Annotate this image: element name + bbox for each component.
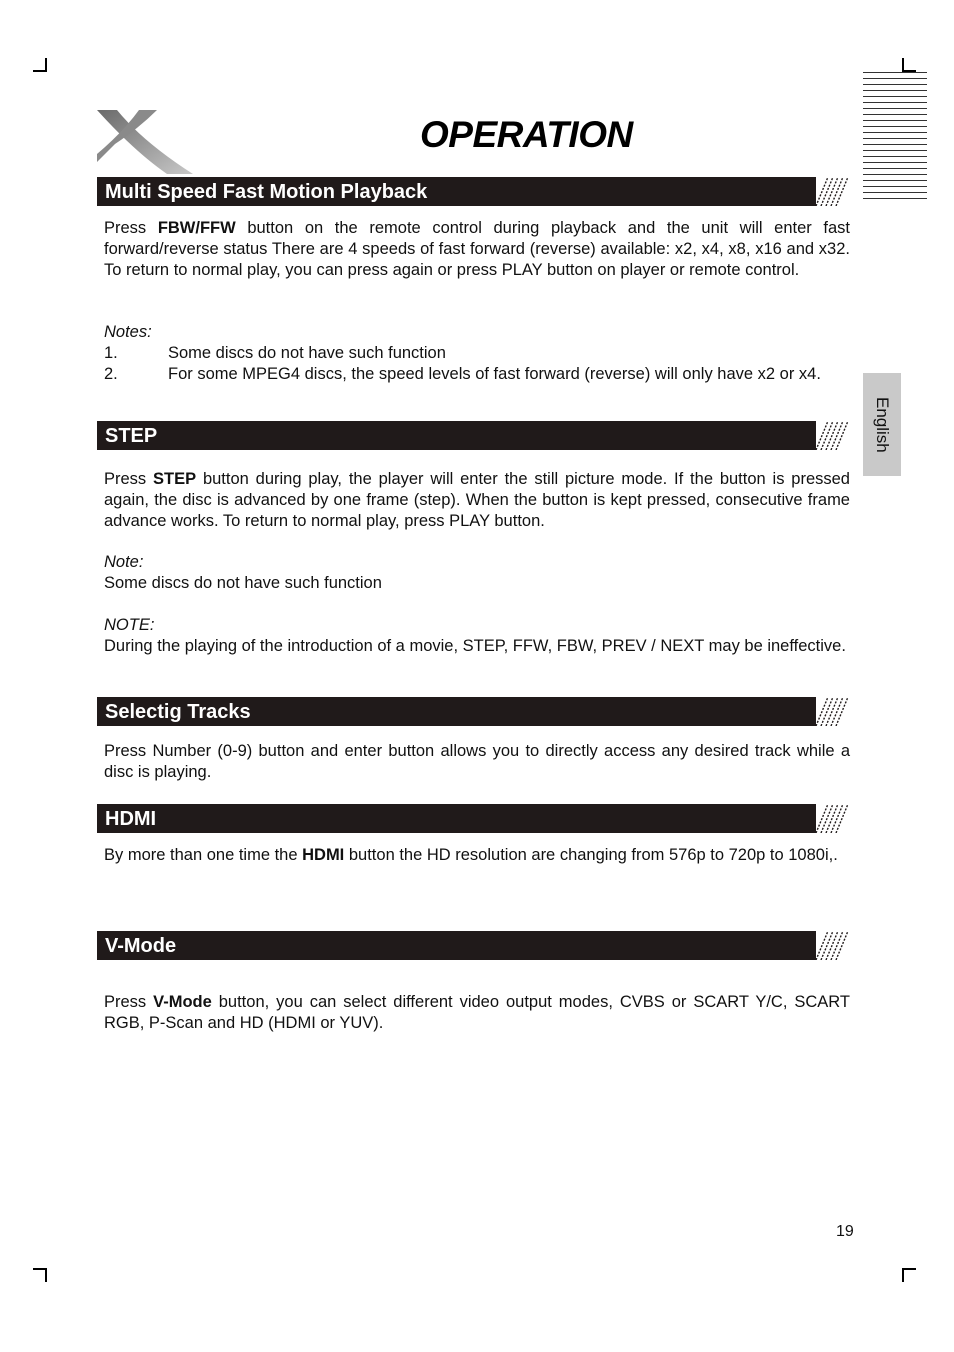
language-tab (863, 373, 901, 476)
note-label: NOTE: (104, 616, 155, 634)
section-heading-vmode (97, 931, 850, 960)
section-body: Press V-Mode button, you can select different video output modes, CVBS or SCART Y/C, SCART RGB, P-Scan and HD (HDMI or YUV). (104, 993, 850, 1032)
note-text: Some discs do not have such function (104, 574, 382, 592)
note-label: Note: (104, 553, 144, 571)
crop-mark-top-right (902, 58, 916, 72)
section-heading-label: Selectig Tracks (105, 701, 251, 723)
section-body: Press Number (0-9) button and enter button allows you to directly access any desired track while a disc is playing. (104, 742, 850, 781)
decorative-stripes (863, 72, 927, 199)
hatch-pattern-icon (816, 177, 850, 206)
crop-mark-top-left (33, 58, 47, 72)
section-heading-label: V-Mode (105, 935, 177, 957)
crop-mark-bottom-right (902, 1268, 916, 1282)
section-heading-label: Multi Speed Fast Motion Playback (105, 181, 428, 203)
page-number: 19 (836, 1223, 854, 1240)
section-body: Press FBW/FFW button on the remote control during playback and the unit will enter fast forward/reverse status There are 4 speeds of fast forward (reverse) available: x2, x4, x8, x16 and x32. To return to normal play, you can press again or press PLAY button on player or remote control. (104, 219, 851, 279)
section-heading-label: STEP (105, 425, 158, 447)
section-body: By more than one time the HDMI button the HD resolution are changing from 576p to 720p to 1080i,. (104, 846, 838, 864)
note-text: During the playing of the introduction of a movie, STEP, FFW, FBW, PREV / NEXT may be ineffective. (104, 637, 846, 655)
section-heading-tracks (97, 697, 850, 726)
hatch-pattern-icon (816, 931, 850, 960)
language-tab-label: English (873, 396, 892, 453)
hatch-pattern-icon (816, 804, 850, 833)
crop-mark-bottom-left (33, 1268, 47, 1282)
section-heading-step (97, 421, 850, 450)
section-heading-hdmi (97, 804, 850, 833)
section-heading-label: HDMI (105, 808, 157, 830)
hatch-pattern-icon (816, 697, 850, 726)
section-heading-multi-speed (97, 177, 850, 206)
section-body: Press STEP button during play, the player will enter the still picture mode. If the button is pressed again, the disc is advanced by one frame (step). When the button is kept pressed, consecutive frame advance works. To return to normal play, press PLAY button. (104, 470, 850, 530)
hatch-pattern-icon (816, 421, 850, 450)
x-brand-logo-icon (95, 108, 195, 178)
notes-label: Notes: (104, 323, 152, 341)
page-title: OPERATION (420, 114, 633, 155)
